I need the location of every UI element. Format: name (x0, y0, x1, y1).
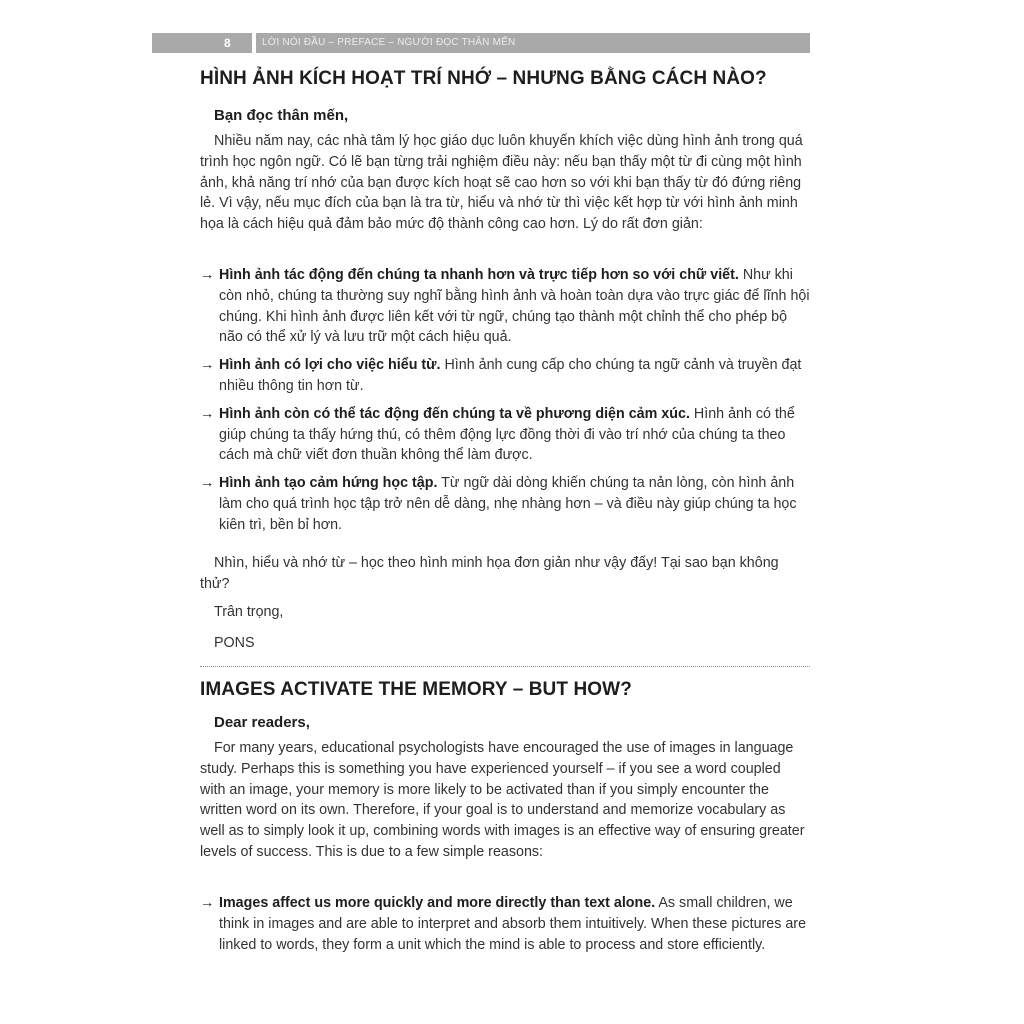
bullet-lead: Images affect us more quickly and more directly than text alone. (219, 895, 656, 911)
vietnamese-bullet-list (200, 265, 810, 543)
english-bullet-list (200, 893, 810, 962)
vietnamese-regards: Trân trọng, (214, 604, 284, 620)
english-intro: For many years, educational psychologists have encouraged the use of images in language study. Perhaps this is something you have experienced yourself – if you see a word coupled with an image, your memory is more likely to be activated than if you simply encounter the written word on its own. Therefore, if your goal is to understand and memorize vocabulary as well as to simply look it up, combining words with images is an effective way of ensuring greater levels of success. This is due to a few simple reasons: (200, 740, 805, 860)
arrow-right-icon: → (200, 475, 215, 492)
english-title: IMAGES ACTIVATE THE MEMORY – BUT HOW? (200, 679, 632, 700)
list-item (200, 893, 810, 955)
section-divider (200, 666, 810, 667)
bullet-text: As small children, we think in images and are able to interpret and absorb them intuitively. When these pictures are linked to words, they form a unit which the mind is able to process and store efficiently. (219, 895, 807, 953)
bullet-lead: Hình ảnh có lợi cho việc hiểu từ. (219, 357, 441, 374)
arrow-right-icon: → (200, 895, 215, 911)
bullet-text: Hình ảnh cung cấp cho chúng ta ngữ cảnh và truyền đạt nhiều thông tin hơn từ. (219, 357, 802, 394)
vietnamese-signature: PONS (214, 635, 255, 651)
list-item (200, 404, 810, 466)
list-item (200, 265, 810, 348)
english-greeting: Dear readers, (214, 714, 310, 731)
arrow-right-icon: → (200, 267, 215, 283)
running-head: LỜI NÓI ĐẦU – PREFACE – NGƯỜI ĐỌC THÂN MẾN (262, 37, 516, 48)
list-item (200, 355, 810, 397)
page-number: 8 (224, 36, 231, 50)
bullet-lead: Hình ảnh tạo cảm hứng học tập. (219, 475, 438, 492)
arrow-right-icon: → (200, 405, 215, 422)
list-item (200, 473, 810, 535)
vietnamese-outro: Nhìn, hiểu và nhớ từ – học theo hình minh họa đơn giản như vậy đấy! Tại sao bạn không thử? (200, 555, 779, 592)
bullet-text: Từ ngữ dài dòng khiến chúng ta nản lòng, còn hình ảnh làm cho quá trình học tập trở nên dễ dàng, nhẹ nhàng hơn – và điều này giúp chúng ta học kiên trì, bền bỉ hơn. (219, 475, 797, 533)
header-separator (252, 33, 256, 53)
vietnamese-intro: Nhiều năm nay, các nhà tâm lý học giáo dục luôn khuyến khích việc dùng hình ảnh trong quá trình học ngôn ngữ. Có lẽ bạn từng trải nghiệm điều này: nếu bạn thấy một từ đi cùng một hình ảnh, khả năng trí nhớ của bạn được kích hoạt sẽ cao hơn so với khi bạn thấy từ đó đứng riêng lẻ. Vì vậy, nếu mục đích của bạn là tra từ, hiểu và nhớ từ thì việc kết hợp từ với hình ảnh minh họa là cách hiệu quả đảm bảo mức độ thành công cao hơn. Lý do rất đơn giản: (200, 133, 803, 233)
arrow-right-icon: → (200, 357, 215, 374)
vietnamese-title: HÌNH ẢNH KÍCH HOẠT TRÍ NHỚ – NHƯNG BẰNG CÁCH NÀO? (200, 68, 767, 89)
vietnamese-greeting: Bạn đọc thân mến, (214, 107, 349, 124)
bullet-lead: Hình ảnh tác động đến chúng ta nhanh hơn và trực tiếp hơn so với chữ viết. (219, 267, 739, 283)
bullet-text: Hình ảnh có thể giúp chúng ta thấy hứng thú, có thêm động lực đồng thời đi vào trí nhớ của chúng ta theo cách mà chữ viết đơn thuần không thể làm được. (219, 405, 795, 464)
bullet-text: Như khi còn nhỏ, chúng ta thường suy nghĩ bằng hình ảnh và hoàn toàn dựa vào trực giác để lĩnh hội chúng. Khi hình ảnh được liên kết với từ ngữ, chúng tạo thành một chỉnh thể cho phép bộ não có thể xử lý và lưu trữ một cách hiệu quả. (219, 267, 810, 346)
bullet-lead: Hình ảnh còn có thể tác động đến chúng ta về phương diện cảm xúc. (219, 405, 690, 422)
